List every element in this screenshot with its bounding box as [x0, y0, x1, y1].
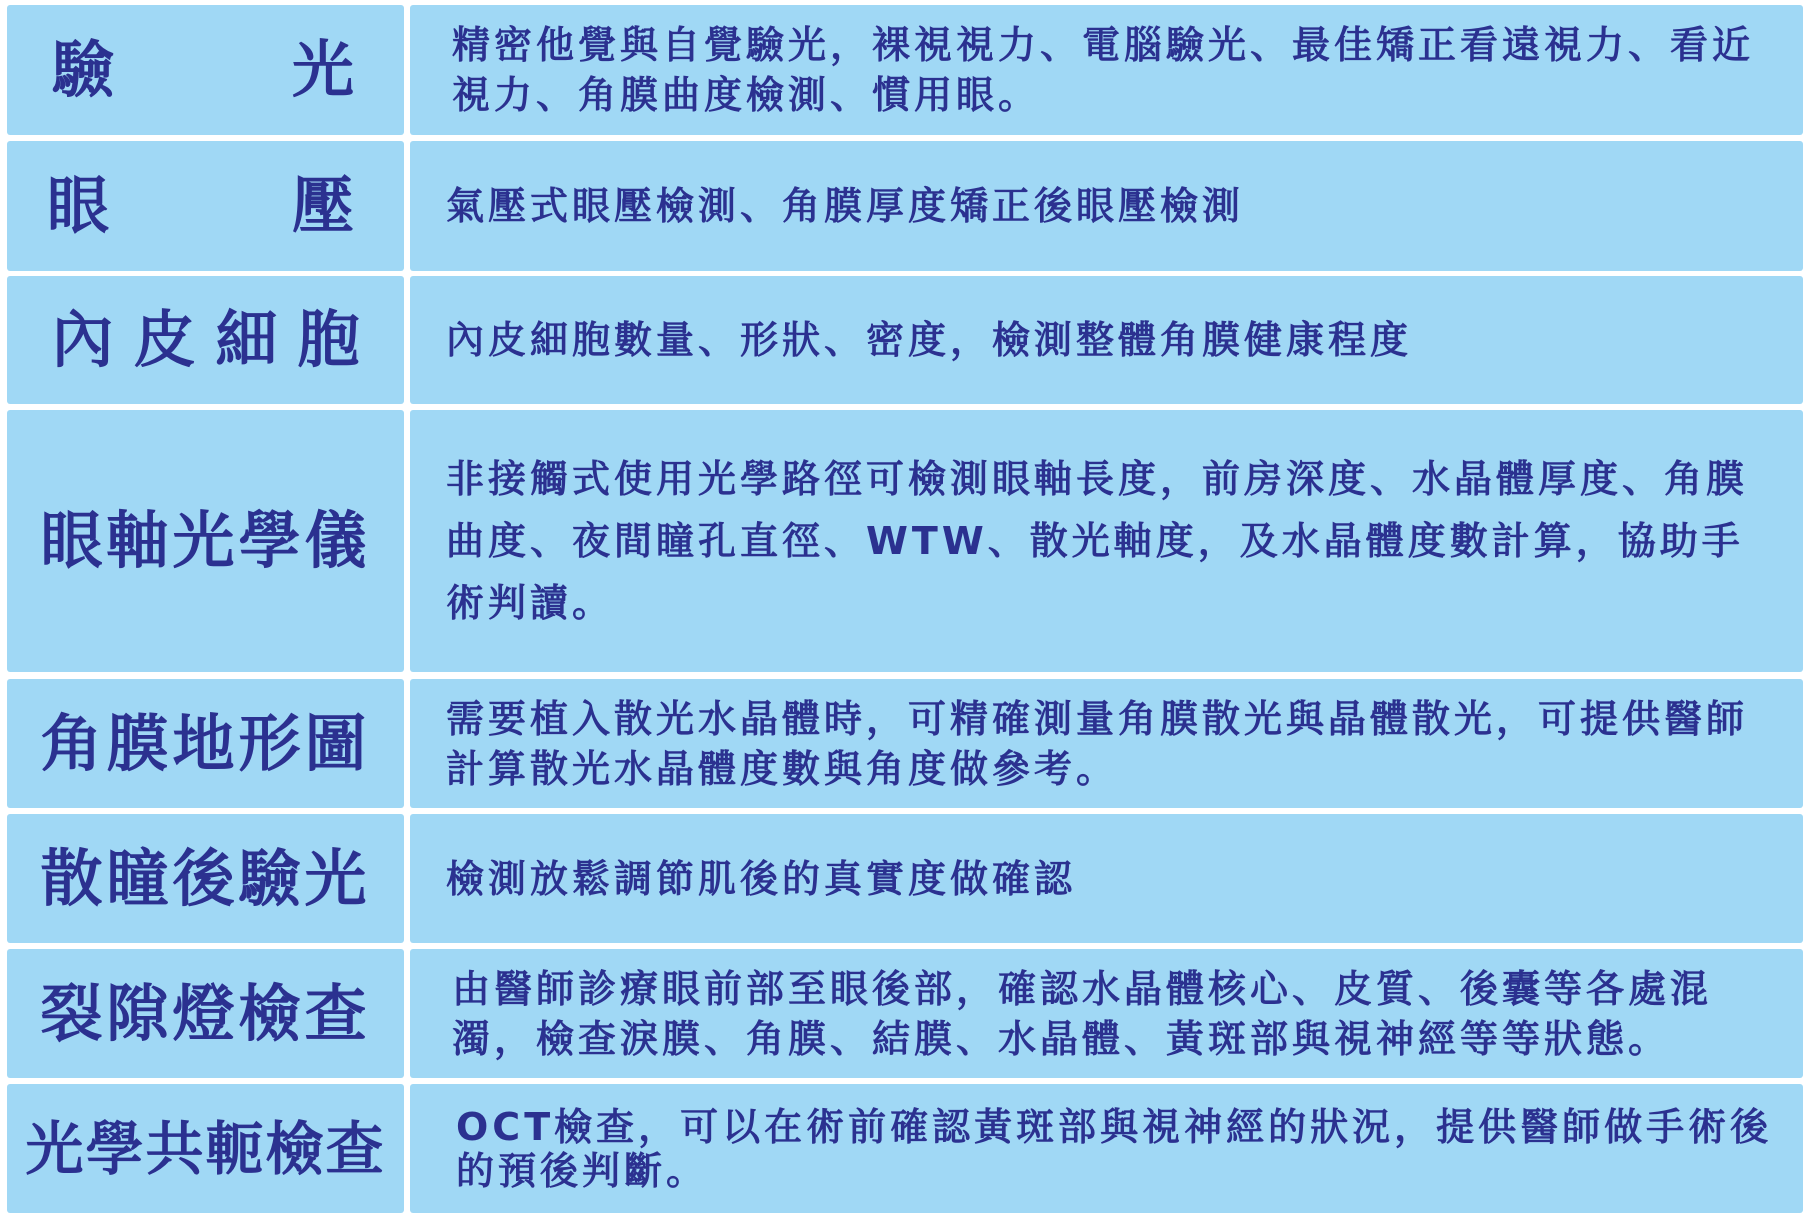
row-description: 檢測放鬆調節肌後的真實度做確認: [446, 856, 1077, 901]
row-description-cell: [410, 949, 1803, 1078]
row-description-cell: [410, 276, 1803, 404]
row-description: 精密他覺與自覺驗光，裸視視力、電腦驗光、最佳矯正看遠視力、看近視力、角膜曲度檢測、慣用眼。: [452, 23, 1755, 117]
row-label: 內皮細胞: [51, 303, 380, 376]
row-label: 眼軸光學儀: [40, 504, 371, 577]
row-label-cell: [7, 679, 404, 808]
row-label-cell: [7, 814, 404, 943]
row-description: 由醫師診療眼前部至眼後部，確認水晶體核心、皮質、後囊等各處混濁，檢查淚膜、角膜、結膜、水晶體、黃斑部與視神經等等狀態。: [452, 966, 1713, 1061]
row-description-cell: [410, 1084, 1803, 1213]
table-row: [0, 141, 1807, 271]
row-label-char: 眼: [47, 169, 110, 242]
row-description: 氣壓式眼壓檢測、角膜厚度矯正後眼壓檢測: [446, 184, 1245, 228]
row-description-cell: [410, 814, 1803, 943]
row-label-cell: [7, 276, 404, 404]
row-label-char: 光: [291, 33, 354, 106]
table-row: [0, 410, 1807, 672]
row-label: 裂隙燈檢查: [40, 976, 371, 1050]
table-row: [0, 1084, 1807, 1213]
row-label-cell: [7, 949, 404, 1078]
row-description-cell: [410, 141, 1803, 271]
table-row: [0, 5, 1807, 135]
row-label: 光學共軛檢查: [25, 1114, 386, 1183]
row-description: 需要植入散光水晶體時，可精確測量角膜散光與晶體散光，可提供醫師計算散光水晶體度數與角度做參考。: [446, 696, 1749, 791]
row-description: 非接觸式使用光學路徑可檢測眼軸長度，前房深度、水晶體厚度、角膜曲度、夜間瞳孔直徑、WTW、散光軸度，及水晶體度數計算，協助手術判讀。: [446, 457, 1749, 625]
table-row: [0, 949, 1807, 1078]
row-label-cell: [7, 141, 404, 271]
table-row: [0, 679, 1807, 808]
row-description: OCT檢查，可以在術前確認黃斑部與視神經的狀況，提供醫師做手術後的預後判斷。: [456, 1104, 1773, 1193]
row-description-cell: [410, 5, 1803, 135]
table-row: [0, 814, 1807, 943]
table-row: [0, 276, 1807, 404]
row-label: [7, 169, 404, 242]
row-label-char: 壓: [291, 169, 354, 242]
row-label-cell: [7, 1084, 404, 1213]
row-label-cell: [7, 5, 404, 135]
row-description-cell: [410, 410, 1803, 672]
row-description: 內皮細胞數量、形狀、密度，檢測整體角膜健康程度: [446, 318, 1413, 362]
row-label: 散瞳後驗光: [40, 841, 371, 915]
row-label: [7, 33, 404, 106]
row-label-cell: [7, 410, 404, 672]
row-description-cell: [410, 679, 1803, 808]
row-label: 角膜地形圖: [40, 706, 371, 780]
row-label-char: 驗: [52, 33, 115, 106]
